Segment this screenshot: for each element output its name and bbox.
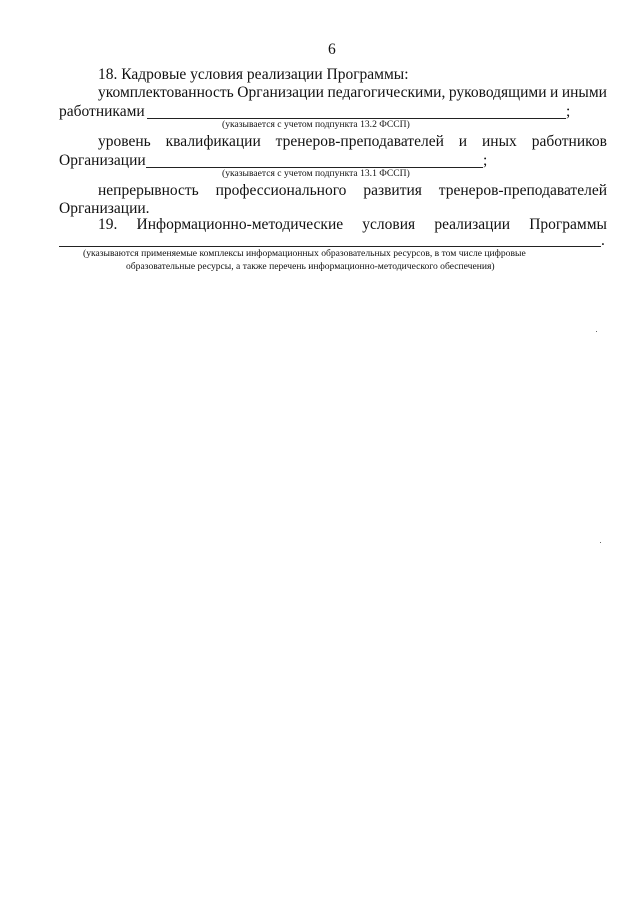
section-19-end-mark: . [601, 232, 605, 249]
word: руководящими [448, 84, 547, 101]
word: 19. [98, 216, 118, 233]
word: условия [362, 216, 416, 233]
word: профессионального [215, 182, 347, 199]
qualification-line-1 [98, 134, 607, 150]
staffing-note: (указывается с учетом подпункта 13.2 ФССП) [222, 119, 410, 130]
word: непрерывность [98, 182, 199, 199]
section-19-note-line-1: (указываются применяемые комплексы информационных образовательных ресурсов, в том числе цифровые [83, 248, 526, 259]
qualification-note: (указывается с учетом подпункта 13.1 ФССП) [222, 168, 410, 179]
section-18-heading: 18. Кадровые условия реализации Программы: [98, 66, 409, 83]
development-line-2: Организации. [59, 200, 150, 217]
word: тренеров-преподавателей [275, 133, 444, 150]
development-line-1 [98, 183, 607, 199]
staffing-line-1 [98, 85, 607, 101]
scan-speck [596, 331, 597, 332]
word: педагогическими, [327, 84, 446, 101]
staffing-label: работниками [59, 103, 145, 120]
word: иных [482, 133, 517, 150]
word: Организации [237, 84, 324, 101]
word: укомплектованность [98, 84, 234, 101]
word: тренеров-преподавателей [438, 182, 607, 199]
word: иными [561, 84, 607, 101]
word: работников [531, 133, 607, 150]
word: и [550, 84, 559, 101]
word: развития [363, 182, 422, 199]
word: квалификации [165, 133, 261, 150]
section-19-blank-line [59, 246, 601, 247]
section-19-note-line-2: образовательные ресурсы, а также перечень информационно-методического обеспечения) [126, 261, 495, 272]
word: Программы [529, 216, 607, 233]
page-number: 6 [328, 41, 336, 58]
word: уровень [98, 133, 151, 150]
word: реализации [434, 216, 511, 233]
word: Информационно-методические [136, 216, 344, 233]
staffing-end-mark: ; [566, 103, 571, 120]
section-19-line-1 [98, 217, 607, 233]
qualification-label: Организации [59, 152, 146, 169]
qualification-end-mark: ; [483, 152, 488, 169]
word: и [458, 133, 468, 150]
scan-speck [600, 542, 601, 543]
